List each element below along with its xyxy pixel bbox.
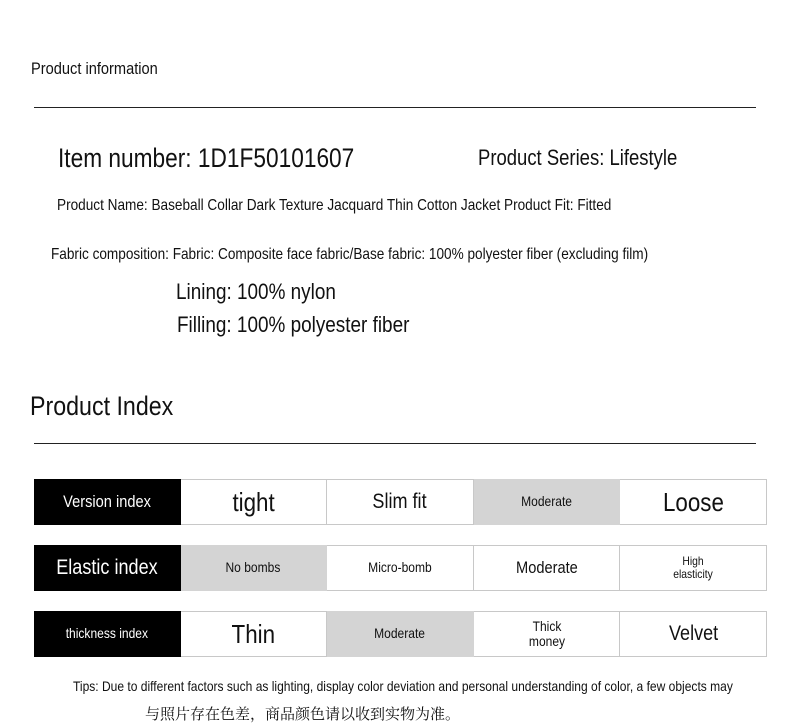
version-index-row xyxy=(34,479,767,525)
row-label: Elastic index xyxy=(34,545,181,591)
option-cell: Moderate xyxy=(474,545,621,591)
row-label: Version index xyxy=(34,479,181,525)
option-cell: Thin xyxy=(181,611,328,657)
option-cell: Loose xyxy=(620,479,767,525)
option-cell: tight xyxy=(181,479,328,525)
option-cell-selected: Moderate xyxy=(474,479,621,525)
product-name: Product Name: Baseball Collar Dark Texture Jacquard Thin Cotton Jacket Product Fit: Fitted xyxy=(57,197,612,214)
filling: Filling: 100% polyester fiber xyxy=(177,312,410,337)
fabric-composition: Fabric composition: Fabric: Composite face fabric/Base fabric: 100% polyester fiber (excluding film) xyxy=(51,246,649,263)
option-cell: High elasticity xyxy=(620,545,767,591)
option-cell: Slim fit xyxy=(327,479,474,525)
option-cell: Thick money xyxy=(474,611,621,657)
tips-line-1: Tips: Due to different factors such as lighting, display color deviation and personal understanding of color, a few objects may xyxy=(73,678,733,694)
divider xyxy=(34,107,756,108)
tips-line-2: 与照片存在色差，商品颜色请以收到实物为准。 xyxy=(145,705,461,723)
option-cell-selected: No bombs xyxy=(181,545,328,591)
divider xyxy=(34,443,756,444)
option-cell-selected: Moderate xyxy=(327,611,474,657)
option-cell: Micro-bomb xyxy=(327,545,474,591)
product-series: Product Series: Lifestyle xyxy=(478,145,678,170)
item-number: Item number: 1D1F50101607 xyxy=(58,143,355,173)
product-index-title: Product Index xyxy=(30,391,174,421)
elastic-index-row xyxy=(34,545,767,591)
row-label: thickness index xyxy=(34,611,181,657)
product-info-title: Product information xyxy=(31,59,158,78)
lining: Lining: 100% nylon xyxy=(176,279,336,304)
thickness-index-row xyxy=(34,611,767,657)
option-cell: Velvet xyxy=(620,611,767,657)
